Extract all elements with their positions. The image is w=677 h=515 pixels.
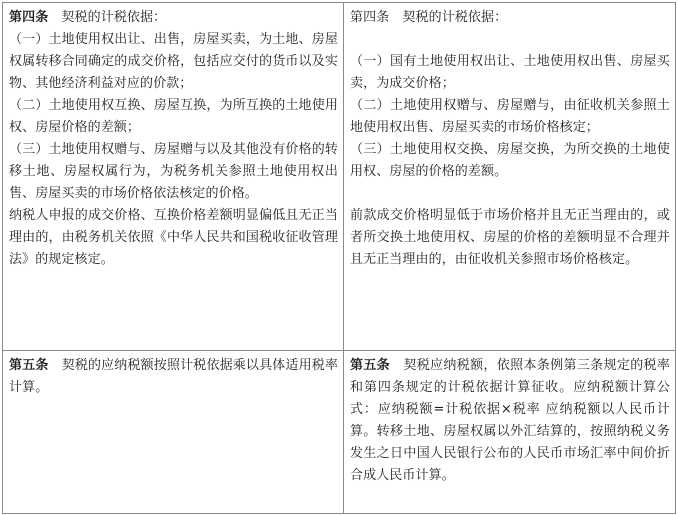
old-article5-text <box>9 355 338 399</box>
old-article4-title: 第四条 <box>9 10 49 25</box>
cell-old-article4 <box>3 3 344 351</box>
cell-new-article5 <box>344 351 676 514</box>
new-article4-item-2: （二）土地使用权赠与、房屋赠与，由征收机关参照土地使用权出售、房屋买卖的市场价格核定； <box>350 98 670 135</box>
cell-new-article4 <box>344 3 676 351</box>
new-article4-heading-text: 契税的计税依据： <box>389 10 508 25</box>
new-article4-item-1: （一）国有土地使用权出让、土地使用权出售、房屋买卖，为成交价格； <box>350 54 670 91</box>
new-article4-item-3: （三）土地使用权交换、房屋交换，为所交换的土地使用权、房屋的价格的差额。 <box>350 142 670 179</box>
cell-old-article5 <box>3 351 344 514</box>
old-article4-heading <box>9 7 338 29</box>
comparison-table <box>2 2 676 514</box>
table-row-article4 <box>3 3 676 351</box>
new-article4-paragraph: 前款成交价格明显低于市场价格并且无正当理由的，或者所交换土地使用权、房屋的价格的差额明显不合理并且无正当理由的，由征收机关参照市场价格核定。 <box>350 208 670 267</box>
old-article5-title: 第五条 <box>9 358 49 373</box>
new-article5-body: 契税应纳税额，依照本条例第三条规定的税率和第四条规定的计税依据计算征收。应纳税额计算公式：应纳税额=计税依据×税率 应纳税额以人民币计算。转移土地、房屋权属以外汇结算的，按照纳税义务发生之日中国人民银行公布的人民币市场汇率中间价折合成人民币计算。 <box>350 358 670 483</box>
old-article5-body: 契税的应纳税额按照计税依据乘以具体适用税率计算。 <box>9 358 338 395</box>
new-article4-heading <box>350 7 670 29</box>
old-article4-heading-text: 契税的计税依据： <box>48 10 167 25</box>
old-article4-item-2: （二）土地使用权互换、房屋互换，为所互换的土地使用权、房屋价格的差额； <box>9 98 338 135</box>
old-article4-paragraph: 纳税人申报的成交价格、互换价格差额明显偏低且无正当理由的，由税务机关依照《中华人民共和国税收征收管理法》的规定核定。 <box>9 208 338 267</box>
old-article4-item-1: （一）土地使用权出让、出售，房屋买卖，为土地、房屋权属转移合同确定的成交价格，包括应交付的货币以及实物、其他经济利益对应的价款； <box>9 32 338 91</box>
new-article5-title: 第五条 <box>350 358 391 373</box>
new-article5-text <box>350 355 670 487</box>
new-article4-title: 第四条 <box>350 10 390 25</box>
table-row-article5 <box>3 351 676 514</box>
old-article4-item-3: （三）土地使用权赠与、房屋赠与以及其他没有价格的转移土地、房屋权属行为，为税务机关参照土地使用权出售、房屋买卖的市场价格依法核定的价格。 <box>9 142 338 201</box>
